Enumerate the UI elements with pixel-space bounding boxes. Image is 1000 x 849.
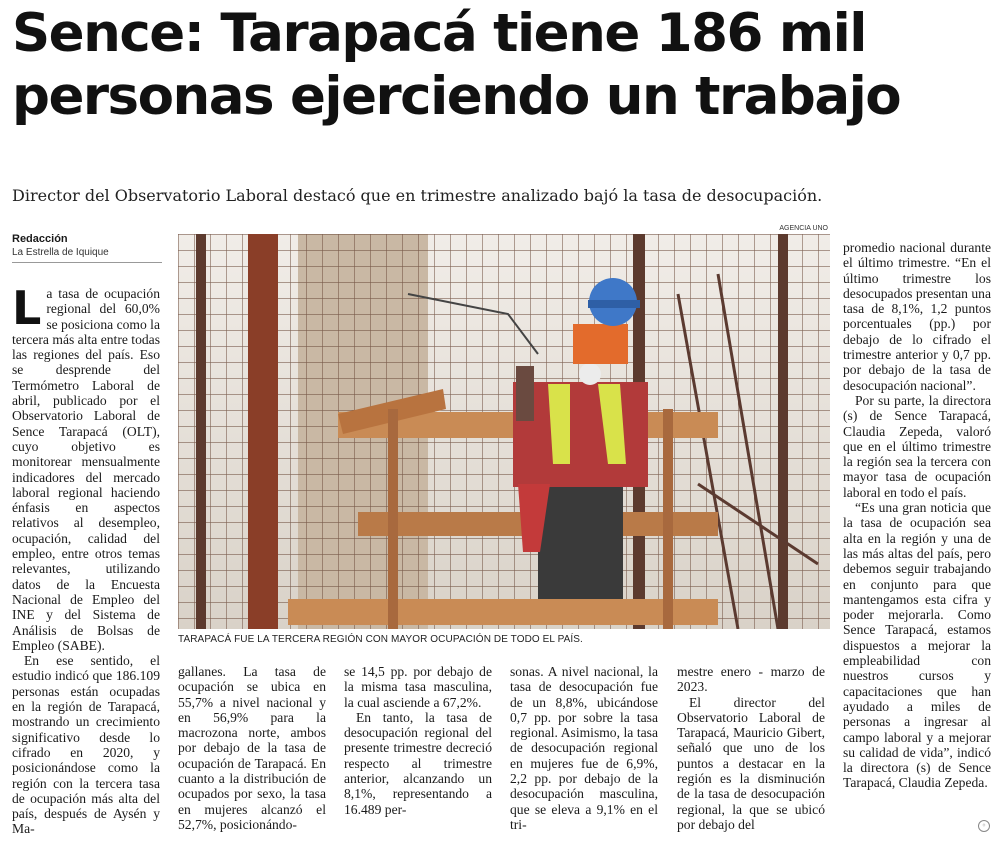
construction-worker-photo [178, 234, 830, 629]
paragraph: sonas. A nivel nacional, la tasa de desocupación fue de un 8,8%, ubicándose 0,7 pp. por sobre la tasa regional. Asimismo, la tasa de desocupación regional en mujeres fue de 6,9%, 2,2 pp. por debajo de la desocupación masculina, que se eleva a 9,1% en el tri- [510, 664, 658, 832]
paragraph: En ese sentido, el estudio indicó que 186.109 personas están ocupadas en la región de Tarapacá, mostrando un crecimiento significativo desde lo cifrado en 2020, y posicionándose como la región con la tercera tasa de ocupación más alta del país, después de Aysén y Ma- [12, 653, 160, 837]
paragraph: En tanto, la tasa de desocupación regional del presente trimestre decreció respecto al trimestre anterior, alcanzando un 8,1%, representando a 16.489 per- [344, 709, 492, 817]
byline-author: Redacción [12, 233, 68, 245]
byline-divider [12, 262, 162, 263]
subheadline: Director del Observatorio Laboral destacó que en trimestre analizado bajó la tasa de desocupación. [12, 186, 823, 205]
article-column-6 [843, 240, 991, 791]
headline: Sence: Tarapacá tiene 186 mil personas ejerciendo un trabajo [12, 3, 901, 127]
paragraph: promedio nacional durante el último trimestre. “En el último trimestre los desocupados presentan una tasa de 8,1%, 1,2 puntos porcentuales (pp.) por debajo de lo cifrado el trimestre anterior y 0,7 pp. por debajo de la tasa de desocupación nacional”. [843, 240, 991, 393]
article-column-2 [178, 664, 326, 832]
photo-caption: TARAPACÁ FUE LA TERCERA REGIÓN CON MAYOR OCUPACIÓN DE TODO EL PAÍS. [178, 634, 583, 645]
byline [12, 232, 109, 260]
paragraph: El director del Observatorio Laboral de Tarapacá, Mauricio Gibert, señaló que uno de los puntos a destacar en la región es la disminución de la tasa de desocupación regional, la que se ubicó por debajo del [677, 694, 825, 832]
paragraph: “Es una gran noticia que la tasa de ocupación sea alta en la región y una de las más altas del país, pero debemos seguir trabajando en conjunto para que mantengamos esta cifra y poder mejorarla. Como Sence Tarapacá, estamos dispuestos a mejorar la empleabilidad con nuestros cursos y capacitaciones que han ayudado a miles de personas a ingresar al campo laboral y a mejorar su calidad de vida”, indicó la directora (s) de Sence Tarapacá, Claudia Zepeda. [843, 500, 991, 791]
article-column-1 [12, 281, 160, 837]
drop-cap: L [12, 281, 42, 335]
article-column-4 [510, 664, 658, 832]
paragraph: mestre enero - marzo de 2023. [677, 664, 825, 695]
photo-credit: AGENCIA UNO [779, 225, 828, 232]
paragraph: se 14,5 pp. por debajo de la misma tasa masculina, la cual asciende a 67,2%. [344, 664, 492, 710]
paragraph: a tasa de ocupación regional del 60,0% se posiciona como la tercera más alta entre todas las regiones del país. Eso se desprende del Termómetro Laboral de abril, publicado por el Observatorio Laboral de Sence Tarapacá (OLT), cuyo objetivo es monitorear mensualmente indicadores del mercado laboral regional haciendo énfasis en aspectos relativos al desempleo, ocupación, calidad del empleo, entre otros temas relevantes, utilizando datos de la Encuesta Nacional de Empleo del INE y del Sistema de Análisis de Bolsas de Empleo (SABE). [12, 286, 160, 653]
end-mark-icon: ◦ [978, 820, 990, 832]
paragraph: Por su parte, la directora (s) de Sence Tarapacá, Claudia Zepeda, valoró que en el último trimestre la región sea la tercera con mayor tasa de ocupación laboral en todo el país. [843, 392, 991, 500]
paragraph: gallanes. La tasa de ocupación se ubica en 55,7% a nivel nacional y en 56,9% para la macrozona norte, ambos por debajo de la tasa de ocupación de Tarapacá. En cuanto a la distribución de ocupados por sexo, la tasa en mujeres alcanzó el 52,7%, posicionándo- [178, 664, 326, 832]
byline-source: La Estrella de Iquique [12, 247, 109, 258]
article-column-5 [677, 664, 825, 832]
article-column-3 [344, 664, 492, 817]
